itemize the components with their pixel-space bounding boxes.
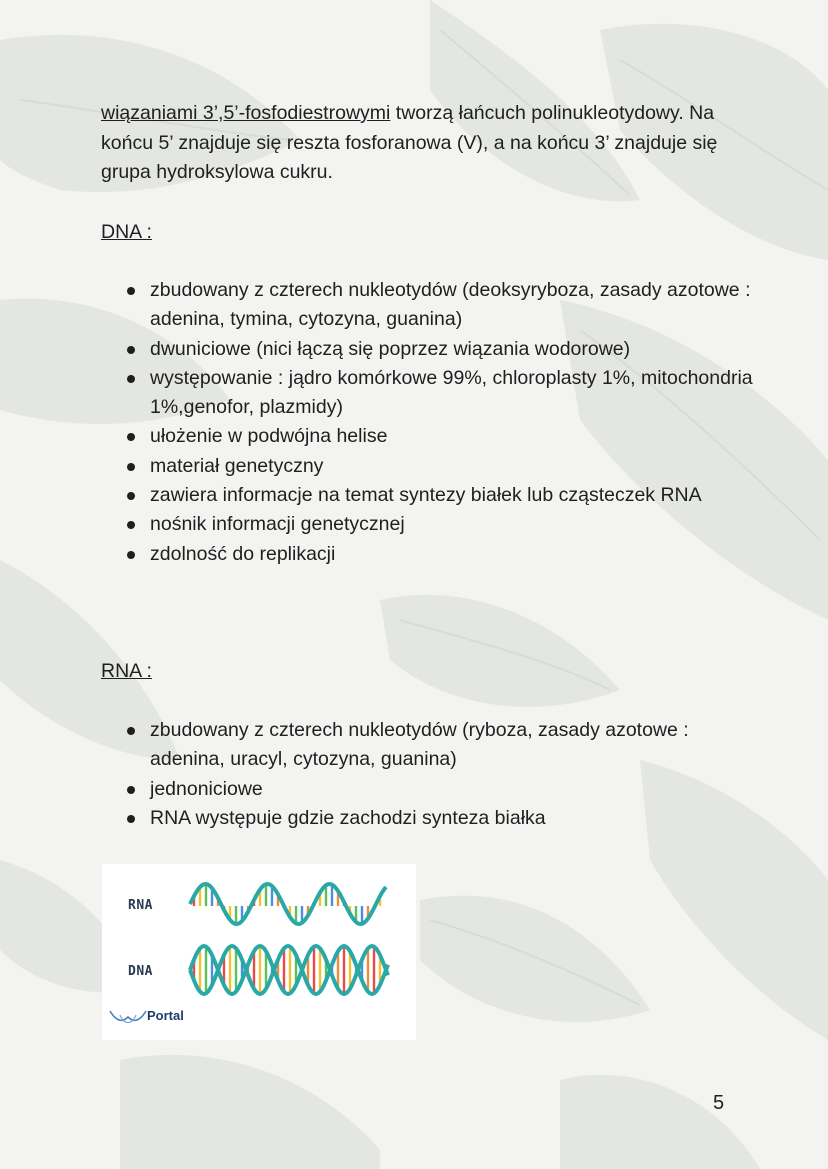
rna-strand: [190, 884, 386, 924]
dna-item: występowanie : jądro komórkowe 99%, chloroplasty 1%, mitochondria 1%,genofor, plazmidy): [101, 364, 761, 423]
rna-heading: RNA :: [101, 660, 152, 682]
dna-item: nośnik informacji genetycznej: [101, 510, 761, 539]
rna-item: RNA występuje gdzie zachodzi synteza białka: [101, 804, 761, 833]
rna-label: RNA: [128, 898, 153, 913]
rna-item: jednoniciowe: [101, 775, 761, 804]
dna-item: dwuniciowe (nici łączą się poprzez wiązania wodorowe): [101, 335, 761, 364]
dna-item: ułożenie w podwójna helise: [101, 422, 761, 451]
page-number: 5: [713, 1092, 725, 1114]
dna-item: zawiera informacje na temat syntezy białek lub cząsteczek RNA: [101, 481, 761, 510]
rna-list: [101, 716, 761, 833]
dna-list: [101, 276, 761, 569]
dna-item: zdolność do replikacji: [101, 540, 761, 569]
dna-item: zbudowany z czterech nukleotydów (deoksyryboza, zasady azotowe : adenina, tymina, cytozyna, guanina): [101, 276, 761, 335]
logo-text: Portal: [147, 1008, 184, 1023]
rna-dna-figure: [102, 864, 416, 1040]
intro-paragraph: [101, 99, 741, 188]
dna-heading: DNA :: [101, 221, 152, 243]
rna-item: zbudowany z czterech nukleotydów (ryboza, zasady azotowe : adenina, uracyl, cytozyna, guanina): [101, 716, 761, 775]
dna-label: DNA: [128, 964, 153, 979]
portal-logo-icon: [108, 1007, 148, 1029]
dna-double-helix: [190, 946, 388, 994]
bond-term: wiązaniami 3’,5’-fosfodiestrowymi: [101, 102, 391, 124]
paragraph-text: tworzą łańcuch polinukleotydowy. Na końcu 5’ znajduje się reszta fosforanowa (V), a na końcu 3’ znajduje się grupa hydroksylowa cukru.: [101, 102, 718, 183]
dna-item: materiał genetyczny: [101, 452, 761, 481]
